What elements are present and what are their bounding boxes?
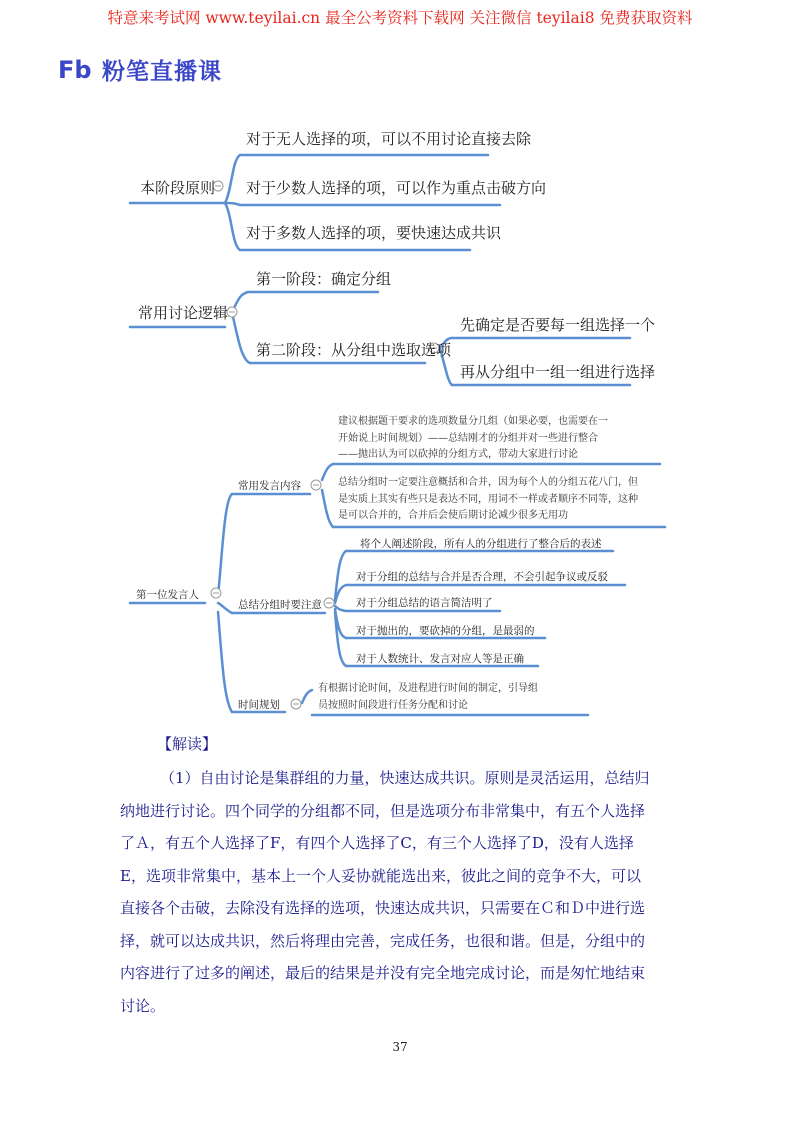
branch-att-5 bbox=[335, 612, 346, 666]
attention-item-3: 对于分组总结的语言简洁明了 bbox=[356, 597, 493, 609]
reading-line: 纳地进行讨论。四个同学的分组都不同，但是选项分布非常集中，有五个人选择 bbox=[120, 801, 646, 820]
time-label: 时间规划 bbox=[238, 699, 280, 711]
branch-p2 bbox=[225, 203, 240, 205]
principle-3: 对于多数人选择的项，要快速达成共识 bbox=[246, 224, 502, 242]
logic-root: 常用讨论逻辑 bbox=[138, 304, 229, 322]
attention-item-4: 对于抛出的，要砍掉的分组，是最弱的 bbox=[356, 625, 535, 637]
attention-label: 总结分组时要注意 bbox=[238, 599, 322, 611]
branch-att-1 bbox=[335, 551, 346, 600]
branch-p3 bbox=[225, 203, 240, 250]
branch-content bbox=[218, 494, 232, 595]
branch-p1 bbox=[225, 155, 240, 203]
attention-item-2: 对于分组的总结与合并是否合理，不会引起争议或反驳 bbox=[356, 571, 608, 583]
reading-line: 择，就可以达成共识，然后将理由完善，完成任务，也很和谐。但是，分组中的 bbox=[120, 931, 646, 950]
speaker-root: 第一位发言人 bbox=[136, 589, 199, 601]
stage-2: 第二阶段：从分组中选取选项 bbox=[256, 341, 452, 359]
principles-root: 本阶段原则 bbox=[140, 179, 216, 197]
top-banner[interactable]: 特意来考试网 www.teyilai.cn 最全公考资料下载网 关注微信 teyilai8 免费获取资料 bbox=[107, 9, 693, 27]
content-block-1: 建议根据题干要求的选项数量分几组（如果必要，也需要在一 开始说上时间规划）——总结刚才的分组并对一些进行整合 ——抛出认为可以砍掉的分组方式，带动大家进行讨论 bbox=[338, 416, 608, 460]
content-label: 常用发言内容 bbox=[238, 480, 301, 492]
branch-time-1 bbox=[302, 690, 312, 703]
reading-line: 了Ａ，有五个人选择了F，有四个人选择了C，有三个人选择了D，没有人选择 bbox=[120, 834, 634, 852]
reading-line: 直接各个击破，去除没有选择的选项，快速达成共识，只需要在Ｃ和Ｄ中进行选 bbox=[120, 899, 646, 917]
principle-1: 对于无人选择的项，可以不用讨论直接去除 bbox=[246, 130, 532, 148]
brand-name: 粉笔直播课 bbox=[102, 58, 222, 85]
reading-heading: 【解读】 bbox=[157, 735, 218, 753]
page-number: 37 bbox=[392, 1040, 408, 1054]
stage-2-option-2: 再从分组中一组一组进行选择 bbox=[460, 363, 656, 381]
reading-line: 讨论。 bbox=[120, 996, 166, 1015]
branch-content-1 bbox=[322, 464, 333, 480]
reading-line: E，选项非常集中，基本上一个人妥协就能选出来，彼此之间的竞争不大，可以 bbox=[120, 866, 641, 885]
stage-2-option-1: 先确定是否要每一组选择一个 bbox=[460, 316, 656, 334]
attention-item-5: 对于人数统计、发言对应人等是正确 bbox=[356, 653, 524, 665]
logo-mark-text: Fb bbox=[58, 56, 92, 82]
reading-paragraph bbox=[120, 762, 690, 1022]
branch-time bbox=[218, 612, 232, 712]
branch-att-3 bbox=[335, 606, 346, 611]
attention-item-1: 将个人阐述阶段，所有人的分组进行了整合后的表述 bbox=[360, 538, 602, 550]
stage-1: 第一阶段：确定分组 bbox=[256, 270, 392, 288]
branch-stage2 bbox=[232, 312, 250, 363]
branch-content-2 bbox=[322, 490, 333, 527]
content-block-2: 总结分组时一定要注意概括和合并，因为每个人的分组五花八门，但 是实质上其实有些只是表达不同，用词不一样或者顺序不同等，这种 是可以合并的，合并后会使后期讨论减少很多无用功 bbox=[338, 477, 638, 521]
reading-line: 内容进行了过多的阐述，最后的结果是并没有完全地完成讨论，而是匆忙地结束 bbox=[120, 964, 646, 982]
time-block: 有根据讨论时间，及进程进行时间的制定，引导组 员按照时间段进行任务分配和讨论 bbox=[318, 683, 538, 711]
branch-attention bbox=[218, 603, 232, 613]
principle-2: 对于少数人选择的项，可以作为重点击破方向 bbox=[246, 179, 547, 197]
reading-line: （1）自由讨论是集群组的力量，快速达成共识。原则是灵活运用，总结归 bbox=[160, 769, 650, 787]
